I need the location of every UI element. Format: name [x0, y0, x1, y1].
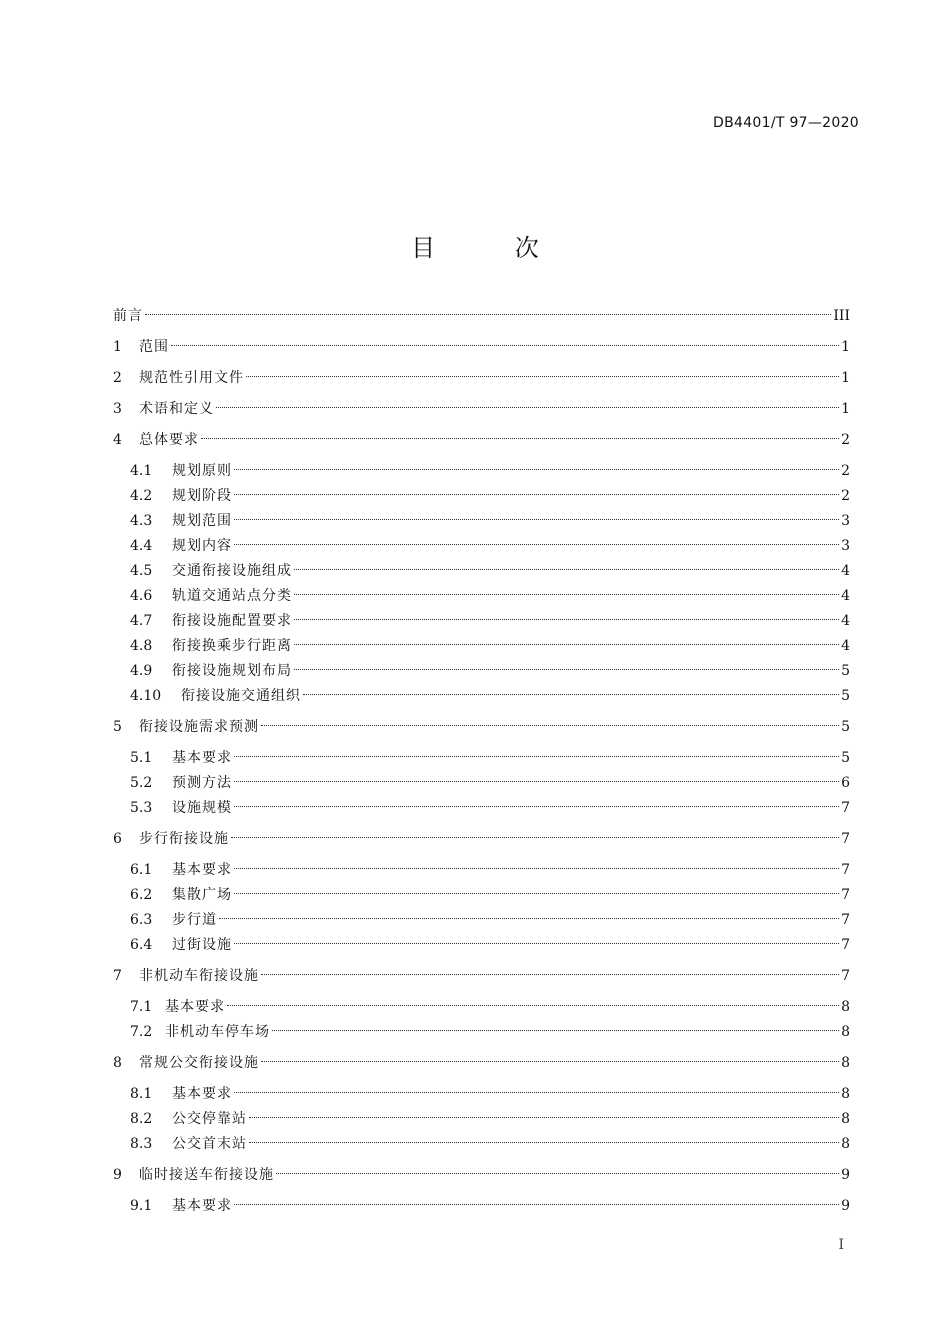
toc-entry-page: 5: [841, 688, 850, 704]
toc-entry[interactable]: [130, 1016, 850, 1040]
toc-entry-page: 4: [841, 613, 850, 629]
toc-leader-dots: [261, 1047, 839, 1067]
toc-entry-number: 6.4: [130, 937, 153, 953]
toc-leader-dots: [294, 605, 839, 625]
toc-entry-label: 衔接设施交通组织: [181, 688, 301, 704]
toc-entry-page: 3: [841, 538, 850, 554]
toc-entry-number: 4.3: [130, 513, 153, 529]
toc-entry-page: 5: [841, 663, 850, 679]
toc-entry-label: 术语和定义: [139, 401, 214, 417]
toc-entry[interactable]: [130, 742, 850, 766]
toc-entry-label: 步行衔接设施: [139, 831, 229, 847]
toc-leader-dots: [171, 331, 839, 351]
toc-entry-label: 非机动车衔接设施: [139, 968, 259, 984]
toc-entry-page: 7: [841, 862, 850, 878]
toc-entry-number: 4.6: [130, 588, 153, 604]
toc-entry-page: 1: [841, 401, 850, 417]
toc-entry-number: 4.5: [130, 563, 153, 579]
toc-entry-number: 5: [113, 719, 122, 735]
toc-entry-number: 4.8: [130, 638, 153, 654]
toc-entry-number: 3: [113, 401, 122, 417]
toc-entry[interactable]: [113, 960, 850, 984]
toc-entry-label: 基本要求: [165, 999, 225, 1015]
toc-entry-page: 1: [841, 339, 850, 355]
toc-entry-label: 设施规模: [172, 800, 232, 816]
toc-entry[interactable]: [113, 393, 850, 417]
toc-entry[interactable]: [130, 792, 850, 816]
toc-entry-number: 7.1: [130, 999, 153, 1015]
toc-leader-dots: [276, 1159, 839, 1179]
toc-leader-dots: [234, 792, 839, 812]
toc-entry-label: 公交首末站: [172, 1136, 247, 1152]
toc-leader-dots: [145, 300, 831, 320]
toc-entry-page: 7: [841, 800, 850, 816]
toc-entry-number: 8: [113, 1055, 122, 1071]
toc-entry-number: 1: [113, 339, 122, 355]
toc-entry-page: 8: [841, 1086, 850, 1102]
toc-entry-number: 6.3: [130, 912, 153, 928]
toc-entry[interactable]: [130, 530, 850, 554]
toc-entry-number: 9.1: [130, 1198, 153, 1214]
toc-leader-dots: [216, 393, 839, 413]
toc-entry-label: 衔接换乘步行距离: [172, 638, 292, 654]
toc-entry-number: 5.1: [130, 750, 153, 766]
toc-leader-dots: [246, 362, 839, 382]
toc-entry-page: III: [833, 308, 850, 324]
toc-entry-label: 规划内容: [172, 538, 232, 554]
toc-entry-page: 5: [841, 750, 850, 766]
toc-entry-page: 4: [841, 563, 850, 579]
toc-entry-number: 7: [113, 968, 122, 984]
toc-entry-number: 6: [113, 831, 122, 847]
toc-entry-label: 基本要求: [172, 750, 232, 766]
toc-entry-number: 6.2: [130, 887, 153, 903]
toc-leader-dots: [234, 480, 839, 500]
toc-entry[interactable]: [130, 505, 850, 529]
toc-leader-dots: [234, 455, 839, 475]
toc-entry[interactable]: [130, 1103, 850, 1127]
toc-entry-page: 2: [841, 488, 850, 504]
toc-entry-label: 公交停靠站: [172, 1111, 247, 1127]
toc-entry-page: 3: [841, 513, 850, 529]
toc-entry-page: 7: [841, 968, 850, 984]
toc-entry-label: 衔接设施配置要求: [172, 613, 292, 629]
toc-entry[interactable]: [113, 1159, 850, 1183]
toc-entry-number: 4.9: [130, 663, 153, 679]
toc-entry-page: 7: [841, 831, 850, 847]
toc-entry-number: 5.3: [130, 800, 153, 816]
toc-leader-dots: [249, 1103, 839, 1123]
toc-entry-number: 8.3: [130, 1136, 153, 1152]
toc-leader-dots: [234, 530, 839, 550]
toc-entry[interactable]: [130, 605, 850, 629]
toc-entry-page: 8: [841, 1111, 850, 1127]
toc-entry[interactable]: [113, 711, 850, 735]
toc-entry-number: 9: [113, 1167, 122, 1183]
toc-entry-page: 8: [841, 1055, 850, 1071]
toc-leader-dots: [234, 767, 839, 787]
toc-entry[interactable]: [130, 655, 850, 679]
toc-entry-label: 基本要求: [172, 1086, 232, 1102]
toc-entry-page: 4: [841, 588, 850, 604]
toc-leader-dots: [201, 424, 839, 444]
toc-leader-dots: [227, 991, 839, 1011]
toc-leader-dots: [303, 680, 839, 700]
toc-leader-dots: [294, 630, 839, 650]
toc-entry-page: 9: [841, 1198, 850, 1214]
toc-entry-page: 8: [841, 1136, 850, 1152]
toc-leader-dots: [219, 904, 839, 924]
toc-entry-page: 4: [841, 638, 850, 654]
toc-entry[interactable]: [130, 1190, 850, 1214]
toc-entry[interactable]: [113, 1047, 850, 1071]
toc-leader-dots: [234, 1190, 839, 1210]
toc-entry-number: 4.7: [130, 613, 153, 629]
toc-entry-number: 2: [113, 370, 122, 386]
toc-entry-number: 4.2: [130, 488, 153, 504]
toc-entry-label: 基本要求: [172, 1198, 232, 1214]
toc-leader-dots: [231, 823, 839, 843]
toc-entry-label: 轨道交通站点分类: [172, 588, 292, 604]
toc-leader-dots: [249, 1128, 839, 1148]
toc-entry[interactable]: [130, 455, 850, 479]
toc-entry[interactable]: [130, 854, 850, 878]
page-title: 目 次: [411, 234, 575, 263]
toc-entry-label: 基本要求: [172, 862, 232, 878]
toc-entry-label: 交通衔接设施组成: [172, 563, 292, 579]
toc-entry-page: 2: [841, 463, 850, 479]
toc-entry-label: 步行道: [172, 912, 217, 928]
toc-leader-dots: [294, 655, 839, 675]
toc-entry-label: 非机动车停车场: [165, 1024, 270, 1040]
toc-leader-dots: [261, 711, 839, 731]
toc-entry[interactable]: [113, 331, 850, 355]
toc-entry-number: 4.1: [130, 463, 153, 479]
toc-entry-label: 规划阶段: [172, 488, 232, 504]
toc-entry[interactable]: [130, 555, 850, 579]
toc-entry-page: 8: [841, 1024, 850, 1040]
toc-entry-number: 8.1: [130, 1086, 153, 1102]
toc-leader-dots: [234, 879, 839, 899]
toc-entry[interactable]: [130, 480, 850, 504]
toc-entry-label: 预测方法: [172, 775, 232, 791]
toc-entry-number: 5.2: [130, 775, 153, 791]
toc-entry[interactable]: [130, 630, 850, 654]
toc-entry-label: 衔接设施需求预测: [139, 719, 259, 735]
toc-entry-number: 8.2: [130, 1111, 153, 1127]
toc-entry[interactable]: [113, 424, 850, 448]
toc-entry-number: 4.4: [130, 538, 153, 554]
toc-entry[interactable]: [113, 300, 850, 324]
toc-leader-dots: [234, 929, 839, 949]
toc-entry-page: 7: [841, 887, 850, 903]
toc-leader-dots: [261, 960, 839, 980]
toc-entry-page: 7: [841, 937, 850, 953]
toc-entry[interactable]: [113, 823, 850, 847]
toc-entry-label: 总体要求: [139, 432, 199, 448]
toc-entry-label: 衔接设施规划布局: [172, 663, 292, 679]
toc-entry-label: 过街设施: [172, 937, 232, 953]
toc-entry[interactable]: [130, 580, 850, 604]
toc-entry[interactable]: [130, 767, 850, 791]
toc-entry-page: 9: [841, 1167, 850, 1183]
toc-entry-label: 范围: [139, 339, 169, 355]
toc-entry[interactable]: [130, 1078, 850, 1102]
toc-leader-dots: [234, 854, 839, 874]
toc-entry-number: 6.1: [130, 862, 153, 878]
toc-entry-label: 规范性引用文件: [139, 370, 244, 386]
toc-entry-number: 4.10: [130, 688, 162, 704]
document-code: DB4401/T 97—2020: [713, 115, 859, 131]
footer-page-number: I: [838, 1237, 844, 1253]
toc-entry[interactable]: [130, 680, 850, 704]
toc-entry-page: 7: [841, 912, 850, 928]
toc-leader-dots: [234, 505, 839, 525]
toc-entry[interactable]: [130, 904, 850, 928]
toc-entry-page: 5: [841, 719, 850, 735]
toc-entry-page: 1: [841, 370, 850, 386]
toc-entry-label: 规划原则: [172, 463, 232, 479]
toc-leader-dots: [234, 1078, 839, 1098]
toc-entry-page: 6: [841, 775, 850, 791]
toc-entry-number: 4: [113, 432, 122, 448]
toc-entry[interactable]: [130, 879, 850, 903]
toc-entry-page: 2: [841, 432, 850, 448]
toc-leader-dots: [234, 742, 839, 762]
toc-entry-number: 7.2: [130, 1024, 153, 1040]
toc-entry-label: 集散广场: [172, 887, 232, 903]
toc-entry-label: 规划范围: [172, 513, 232, 529]
toc-leader-dots: [272, 1016, 839, 1036]
toc-leader-dots: [294, 555, 839, 575]
toc-entry-label: 常规公交衔接设施: [139, 1055, 259, 1071]
toc-entry[interactable]: [113, 362, 850, 386]
toc-leader-dots: [294, 580, 839, 600]
toc-entry-label: 前言: [113, 308, 143, 324]
toc-entry-page: 8: [841, 999, 850, 1015]
toc-entry-label: 临时接送车衔接设施: [139, 1167, 274, 1183]
toc-entry[interactable]: [130, 929, 850, 953]
toc-entry[interactable]: [130, 1128, 850, 1152]
toc-entry[interactable]: [130, 991, 850, 1015]
